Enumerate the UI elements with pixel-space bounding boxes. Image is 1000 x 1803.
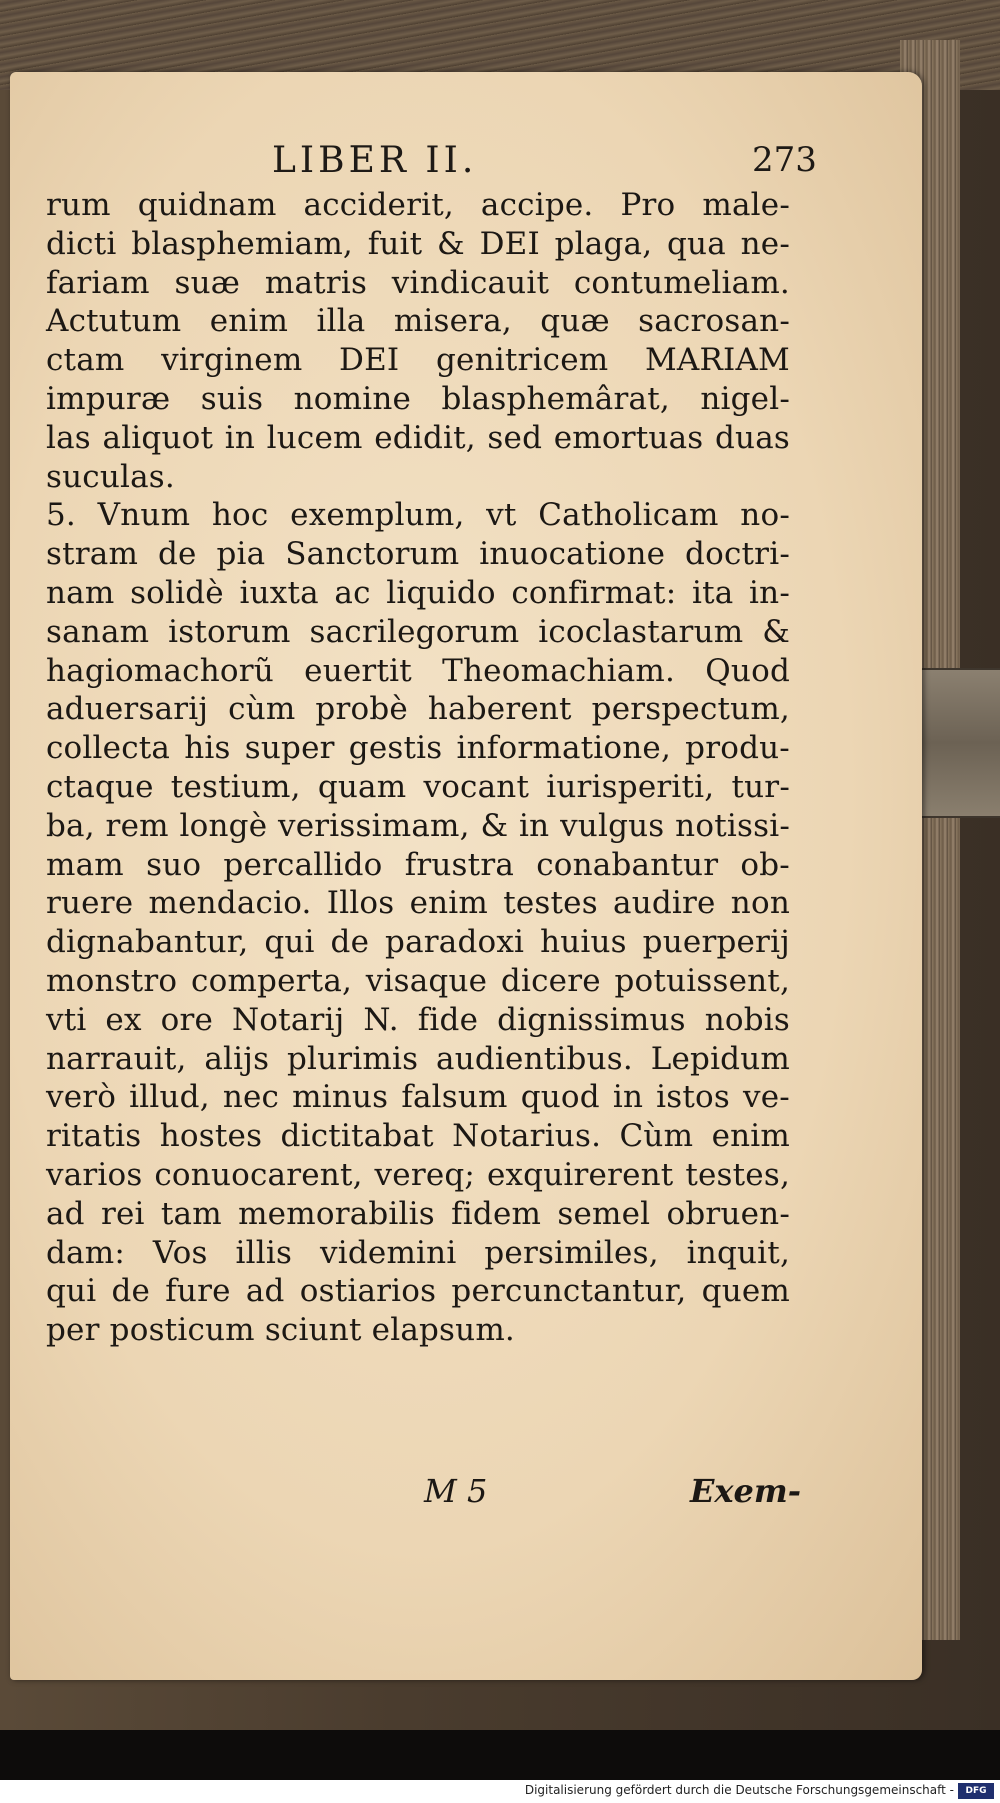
text-line: dignabantur, qui de paradoxi huius puerperij bbox=[46, 924, 790, 961]
dfg-logo: DFG bbox=[958, 1783, 994, 1799]
text-line: sanam istorum sacrilegorum icoclastarum & bbox=[46, 613, 790, 650]
catchword: Exem- bbox=[690, 1472, 801, 1510]
running-head: LIBER II. bbox=[272, 140, 478, 181]
text-line: ritatis hostes dictitabat Notarius. Cùm enim bbox=[46, 1118, 790, 1155]
text-line: dicti blasphemiam, fuit & DEI plaga, qua ne- bbox=[46, 225, 790, 262]
text-line: ad rei tam memorabilis fidem semel obruen- bbox=[46, 1195, 790, 1232]
text-line: dam: Vos illis videmini persimiles, inquit, bbox=[46, 1234, 790, 1271]
credit-bar bbox=[0, 1780, 1000, 1803]
text-line: ctam virginem DEI genitricem MARIAM bbox=[46, 342, 790, 379]
credit-text: Digitalisierung gefördert durch die Deutsche Forschungsgemeinschaft - bbox=[524, 1783, 954, 1797]
text-line: varios conuocarent, vereq; exquirerent testes, bbox=[46, 1156, 790, 1193]
text-line: collecta his super gestis informatione, produ- bbox=[46, 730, 790, 767]
text-line: verò illud, nec minus falsum quod in istos ve- bbox=[46, 1079, 790, 1116]
text-line: per posticum sciunt elapsum. bbox=[46, 1312, 515, 1349]
text-line: qui de fure ad ostiarios percunctantur, quem bbox=[46, 1273, 790, 1310]
text-line: mam suo percallido frustra conabantur ob- bbox=[46, 846, 790, 883]
body-text bbox=[46, 186, 790, 1350]
text-line: 5. Vnum hoc exemplum, vt Catholicam no- bbox=[46, 497, 790, 534]
text-line: rum quidnam acciderit, accipe. Pro male- bbox=[46, 187, 790, 223]
text-line: ctaque testium, quam vocant iurisperiti, tur- bbox=[46, 768, 790, 805]
text-line: ruere mendacio. Illos enim testes audire non bbox=[46, 885, 790, 922]
page-number: 273 bbox=[752, 140, 817, 180]
page-footer bbox=[0, 1472, 1000, 1522]
signature-mark: M 5 bbox=[424, 1472, 488, 1510]
page-header bbox=[0, 140, 1000, 190]
text-line: impuræ suis nomine blasphemârat, nigel- bbox=[46, 380, 790, 417]
text-line: hagiomachorũ euertit Theomachiam. Quod bbox=[46, 652, 790, 689]
text-line: nam solidè iuxta ac liquido confirmat: ita in- bbox=[46, 574, 790, 611]
text-line: vti ex ore Notarij N. fide dignissimus nobis bbox=[46, 1001, 790, 1038]
text-line: suculas. bbox=[46, 458, 175, 495]
text-line: las aliquot in lucem edidit, sed emortuas duas bbox=[46, 419, 790, 456]
text-line: narrauit, alijs plurimis audientibus. Lepidum bbox=[46, 1040, 790, 1077]
text-line: monstro comperta, visaque dicere potuissent, bbox=[46, 962, 790, 999]
text-line: aduersarij cùm probè haberent perspectum, bbox=[46, 691, 790, 728]
text-line: ba, rem longè verissimam, & in vulgus notissi- bbox=[46, 807, 790, 844]
text-line: fariam suæ matris vindicauit contumeliam. bbox=[46, 264, 790, 301]
text-line: stram de pia Sanctorum inuocatione doctri- bbox=[46, 536, 790, 573]
text-line: Actutum enim illa misera, quæ sacrosan- bbox=[46, 303, 790, 340]
